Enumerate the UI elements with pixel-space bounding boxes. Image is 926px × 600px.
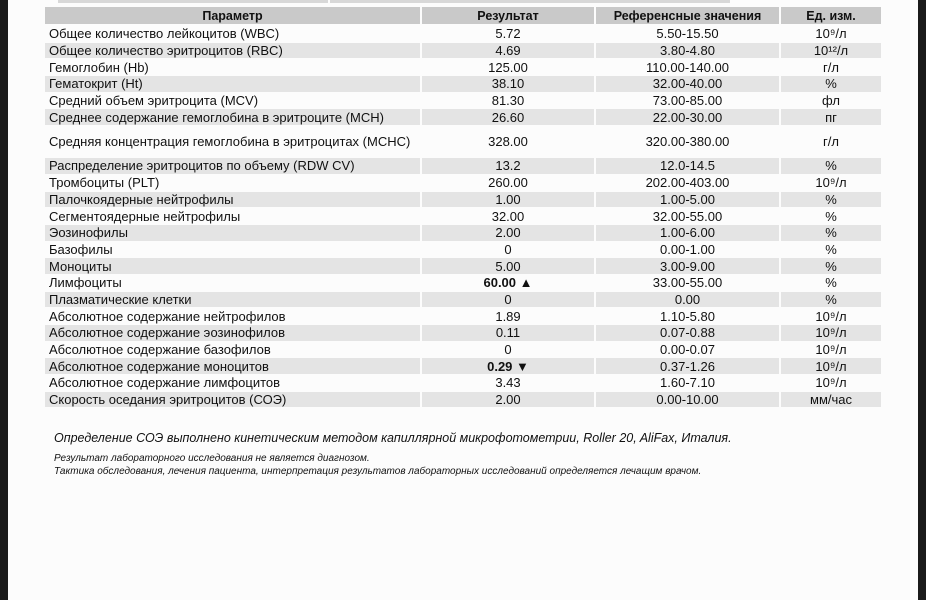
cell-parameter: Абсолютное содержание базофилов xyxy=(44,341,421,358)
table-row xyxy=(44,358,882,375)
table-row xyxy=(44,174,882,191)
table-row xyxy=(44,391,882,408)
table-row xyxy=(44,25,882,42)
cell-parameter: Среднее содержание гемоглобина в эритроците (MCH) xyxy=(44,109,421,126)
cell-result: 2.00 xyxy=(421,391,595,408)
header-unit: Ед. изм. xyxy=(780,6,882,25)
cell-unit: фл xyxy=(780,92,882,109)
cell-parameter: Эозинофилы xyxy=(44,224,421,241)
table-row xyxy=(44,375,882,392)
cell-parameter: Базофилы xyxy=(44,241,421,258)
table-row xyxy=(44,126,882,158)
cell-unit: 10⁹/л xyxy=(780,341,882,358)
cell-reference: 33.00-55.00 xyxy=(595,274,780,291)
table-row xyxy=(44,325,882,342)
cell-parameter: Плазматические клетки xyxy=(44,291,421,308)
cell-unit: пг xyxy=(780,109,882,126)
cell-result: 125.00 xyxy=(421,59,595,76)
cell-unit: 10⁹/л xyxy=(780,358,882,375)
cell-unit: % xyxy=(780,158,882,175)
cell-reference: 110.00-140.00 xyxy=(595,59,780,76)
table-row xyxy=(44,109,882,126)
cell-reference: 1.10-5.80 xyxy=(595,308,780,325)
cell-result: 4.69 xyxy=(421,42,595,59)
table-row xyxy=(44,274,882,291)
cell-reference: 12.0-14.5 xyxy=(595,158,780,175)
cell-parameter: Палочкоядерные нейтрофилы xyxy=(44,191,421,208)
table-row xyxy=(44,59,882,76)
cell-reference: 202.00-403.00 xyxy=(595,174,780,191)
cell-unit: г/л xyxy=(780,59,882,76)
cell-reference: 320.00-380.00 xyxy=(595,126,780,158)
cell-result: 1.89 xyxy=(421,308,595,325)
table-row xyxy=(44,341,882,358)
table-row xyxy=(44,291,882,308)
cell-reference: 1.00-6.00 xyxy=(595,224,780,241)
cell-result: 0 xyxy=(421,241,595,258)
cell-unit: 10¹²/л xyxy=(780,42,882,59)
cell-result: 0 xyxy=(421,291,595,308)
cell-reference: 32.00-55.00 xyxy=(595,208,780,225)
table-row xyxy=(44,224,882,241)
cell-parameter: Сегментоядерные нейтрофилы xyxy=(44,208,421,225)
cell-unit: % xyxy=(780,241,882,258)
cell-result: 2.00 xyxy=(421,224,595,241)
cell-parameter: Гематокрит (Ht) xyxy=(44,76,421,93)
cell-result: 0.11 xyxy=(421,325,595,342)
table-row xyxy=(44,191,882,208)
cell-unit: % xyxy=(780,224,882,241)
cell-parameter: Абсолютное содержание лимфоцитов xyxy=(44,375,421,392)
cell-reference: 0.37-1.26 xyxy=(595,358,780,375)
cell-reference: 0.00-0.07 xyxy=(595,341,780,358)
cell-result: 81.30 xyxy=(421,92,595,109)
cell-result: 26.60 xyxy=(421,109,595,126)
header-parameter: Параметр xyxy=(44,6,421,25)
cell-unit: 10⁹/л xyxy=(780,325,882,342)
cell-parameter: Абсолютное содержание моноцитов xyxy=(44,358,421,375)
cell-reference: 1.00-5.00 xyxy=(595,191,780,208)
cell-result: 0 xyxy=(421,341,595,358)
cell-unit: 10⁹/л xyxy=(780,25,882,42)
cell-unit: 10⁹/л xyxy=(780,375,882,392)
cell-result: 60.00 ▲ xyxy=(421,274,595,291)
table-row xyxy=(44,308,882,325)
cell-result: 5.00 xyxy=(421,258,595,275)
cell-parameter: Общее количество лейкоцитов (WBC) xyxy=(44,25,421,42)
cell-result: 13.2 xyxy=(421,158,595,175)
cell-parameter: Лимфоциты xyxy=(44,274,421,291)
cell-parameter: Средняя концентрация гемоглобина в эритроцитах (MCHC) xyxy=(44,126,421,158)
cell-parameter: Распределение эритроцитов по объему (RDW CV) xyxy=(44,158,421,175)
cell-parameter: Средний объем эритроцита (MCV) xyxy=(44,92,421,109)
cell-result: 3.43 xyxy=(421,375,595,392)
cell-result: 5.72 xyxy=(421,25,595,42)
cell-unit: 10⁹/л xyxy=(780,308,882,325)
top-edge-strip xyxy=(8,0,918,4)
cell-parameter: Абсолютное содержание нейтрофилов xyxy=(44,308,421,325)
cell-unit: % xyxy=(780,191,882,208)
cell-unit: % xyxy=(780,208,882,225)
cell-reference: 1.60-7.10 xyxy=(595,375,780,392)
cell-unit: 10⁹/л xyxy=(780,174,882,191)
method-note: Определение СОЭ выполнено кинетическим методом капиллярной микрофотометрии, Roller 20, AliFax, Италия. xyxy=(54,431,732,445)
results-table xyxy=(43,5,883,408)
table-row xyxy=(44,158,882,175)
cell-unit: г/л xyxy=(780,126,882,158)
cell-result: 328.00 xyxy=(421,126,595,158)
cell-result: 38.10 xyxy=(421,76,595,93)
cell-parameter: Абсолютное содержание эозинофилов xyxy=(44,325,421,342)
table-header-row xyxy=(44,6,882,25)
table-row xyxy=(44,92,882,109)
cell-reference: 32.00-40.00 xyxy=(595,76,780,93)
cell-reference: 0.07-0.88 xyxy=(595,325,780,342)
cell-reference: 3.80-4.80 xyxy=(595,42,780,59)
cell-result: 0.29 ▼ xyxy=(421,358,595,375)
header-result: Результат xyxy=(421,6,595,25)
cell-reference: 5.50-15.50 xyxy=(595,25,780,42)
cell-unit: % xyxy=(780,291,882,308)
cell-unit: % xyxy=(780,274,882,291)
cell-result: 32.00 xyxy=(421,208,595,225)
cell-unit: % xyxy=(780,258,882,275)
table-row xyxy=(44,241,882,258)
disclaimer-line-2: Тактика обследования, лечения пациента, интерпретация результатов лабораторных исследований определяется лечащим врачом. xyxy=(54,466,702,477)
table-row xyxy=(44,76,882,93)
cell-unit: % xyxy=(780,76,882,93)
cell-parameter: Скорость оседания эритроцитов (СОЭ) xyxy=(44,391,421,408)
cell-unit: мм/час xyxy=(780,391,882,408)
cell-reference: 0.00-10.00 xyxy=(595,391,780,408)
header-reference: Референсные значения xyxy=(595,6,780,25)
cell-reference: 22.00-30.00 xyxy=(595,109,780,126)
cell-reference: 0.00 xyxy=(595,291,780,308)
cell-reference: 73.00-85.00 xyxy=(595,92,780,109)
table-row xyxy=(44,258,882,275)
disclaimer-line-1: Результат лабораторного исследования не является диагнозом. xyxy=(54,453,370,464)
cell-result: 260.00 xyxy=(421,174,595,191)
cell-reference: 0.00-1.00 xyxy=(595,241,780,258)
cell-parameter: Моноциты xyxy=(44,258,421,275)
table-row xyxy=(44,42,882,59)
cell-parameter: Общее количество эритроцитов (RBC) xyxy=(44,42,421,59)
cell-result: 1.00 xyxy=(421,191,595,208)
cell-parameter: Тромбоциты (PLT) xyxy=(44,174,421,191)
cell-reference: 3.00-9.00 xyxy=(595,258,780,275)
table-row xyxy=(44,208,882,225)
cell-parameter: Гемоглобин (Hb) xyxy=(44,59,421,76)
